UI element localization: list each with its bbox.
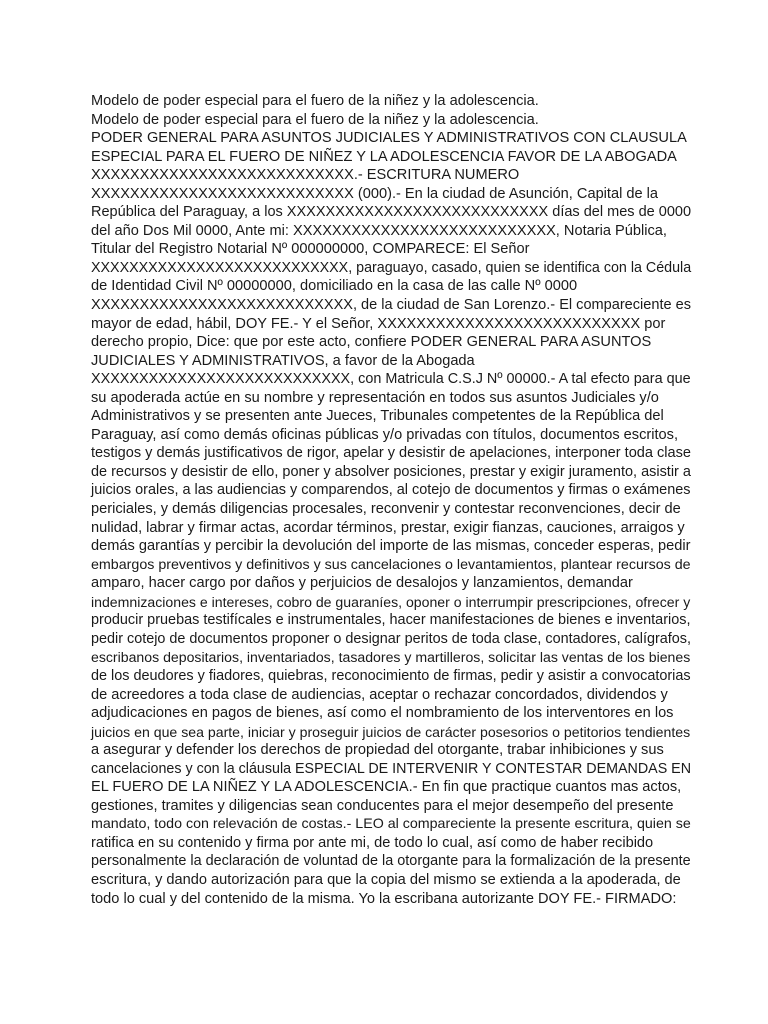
document-line: JUDICIALES Y ADMINISTRATIVOS, a favor de la Abogada (91, 352, 475, 369)
document-line: su apoderada actúe en su nombre y representación en todos sus asuntos Judiciales y/o (91, 389, 659, 406)
document-line: adjudicaciones en pagos de bienes, así como el nombramiento de los interventores en los (91, 705, 674, 722)
document-line: todo lo cual y del contenido de la misma. Yo la escribana autorizante DOY FE.- FIRMADO: (91, 890, 677, 907)
document-line: demás garantías y percibir la devolución del importe de las mismas, conceder esperas, pedir (91, 538, 691, 555)
document-line: personalmente la declaración de voluntad de la otorgante para la formalización de la presente (91, 853, 691, 870)
document-line: a asegurar y defender los derechos de propiedad del otorgante, trabar inhibiciones y sus (91, 742, 664, 759)
document-line: testigos y demás justificativos de rigor, apelar y desistir de apelaciones, interponer toda clase (91, 445, 691, 462)
document-line: EL FUERO DE LA NIÑEZ Y LA ADOLESCENCIA.- En fin que practique cuantos mas actos, (91, 779, 682, 796)
document-line: XXXXXXXXXXXXXXXXXXXXXXXXXXX (000).- En la ciudad de Asunción, Capital de la (91, 185, 659, 202)
document-line: Titular del Registro Notarial Nº 000000000, COMPARECE: El Señor (91, 241, 530, 258)
document-line: ESPECIAL PARA EL FUERO DE NIÑEZ Y LA ADOLESCENCIA FAVOR DE LA ABOGADA (91, 148, 677, 165)
document-page (91, 92, 691, 908)
document-line: de los deudores y fiadores, quiebras, reconocimiento de firmas, pedir y asistir a convocatorias (91, 667, 691, 684)
document-line: PODER GENERAL PARA ASUNTOS JUDICIALES Y ADMINISTRATIVOS CON CLAUSULA (91, 130, 687, 147)
document-line: mandato, todo con relevación de costas.- LEO al compareciente la presente escritura, quien se (91, 816, 691, 833)
document-line: cancelaciones y con la cláusula ESPECIAL DE INTERVENIR Y CONTESTAR DEMANDAS EN (91, 760, 692, 777)
document-line: Modelo de poder especial para el fuero de la niñez y la adolescencia. (91, 111, 539, 128)
document-line: Administrativos y se presenten ante Jueces, Tribunales competentes de la República del (91, 408, 664, 425)
document-line: XXXXXXXXXXXXXXXXXXXXXXXXXXX, de la ciudad de San Lorenzo.- El compareciente es (91, 297, 691, 314)
document-line: embargos preventivos y definitivos y sus cancelaciones o levantamientos, plantear recursos de (91, 556, 691, 573)
document-line: mayor de edad, hábil, DOY FE.- Y el Señor, XXXXXXXXXXXXXXXXXXXXXXXXXXX por (91, 315, 666, 332)
document-line: amparo, hacer cargo por daños y perjuicios de desalojos y lanzamientos, demandar (91, 575, 633, 592)
document-line: de acreedores a toda clase de audiencias, aceptar o rechazar concordados, dividendos y (91, 686, 668, 703)
document-line: de Identidad Civil Nº 00000000, domiciliado en la casa de las calle Nº 0000 (91, 278, 578, 295)
document-line: ratifica en su contenido y firma por ante mi, de todo lo cual, así como de haber recibido (91, 834, 654, 851)
document-line: XXXXXXXXXXXXXXXXXXXXXXXXXXX, paraguayo, casado, quien se identifica con la Cédula (91, 259, 692, 276)
document-line: juicios en que sea parte, iniciar y proseguir juicios de carácter posesorios o petitorios tendientes (91, 723, 691, 740)
document-line: XXXXXXXXXXXXXXXXXXXXXXXXXXX.- ESCRITURA NUMERO (91, 167, 520, 184)
document-line: de recursos y desistir de ello, poner y absolver posiciones, prestar y exigir juramento, asistir a (91, 463, 691, 480)
document-line: gestiones, tramites y diligencias sean conducentes para el mejor desempeño del presente (91, 797, 674, 814)
document-line: pedir cotejo de documentos proponer o designar peritos de toda clase, contadores, calígrafos, (91, 630, 691, 647)
document-line: derecho propio, Dice: que por este acto, confiere PODER GENERAL PARA ASUNTOS (91, 334, 652, 351)
document-line: escritura, y dando autorización para que la copia del mismo se extienda a la apoderada, de (91, 871, 681, 888)
document-line: República del Paraguay, a los XXXXXXXXXXXXXXXXXXXXXXXXXXX días del mes de 0000 (91, 204, 692, 221)
document-line: periciales, y demás diligencias procesales, reconvenir y contestar reconvenciones, decir de (91, 501, 681, 518)
document-line: producir pruebas testifícales e instrumentales, hacer manifestaciones de bienes e inventarios, (91, 612, 691, 629)
document-line: Paraguay, así como demás oficinas públicas y/o privadas con títulos, documentos escritos, (91, 426, 679, 443)
document-line: escribanos depositarios, inventariados, tasadores y martilleros, solicitar las ventas de los bienes (91, 649, 691, 666)
document-line: Modelo de poder especial para el fuero de la niñez y la adolescencia. (91, 93, 539, 109)
document-line: indemnizaciones e intereses, cobro de guaraníes, oponer o interrumpir prescripciones, ofrecer y (91, 593, 691, 610)
document-line: juicios orales, a las audiencias y comparendos, al cotejo de documentos y firmas o exámenes (91, 482, 691, 499)
document-body (91, 92, 691, 908)
document-line: XXXXXXXXXXXXXXXXXXXXXXXXXXX, con Matricula C.S.J Nº 00000.- A tal efecto para que (91, 371, 691, 388)
document-line: nulidad, labrar y firmar actas, acordar términos, prestar, exigir fianzas, cauciones, arraigos y (91, 519, 685, 536)
document-line: del año Dos Mil 0000, Ante mi: XXXXXXXXXXXXXXXXXXXXXXXXXXX, Notaria Pública, (91, 222, 667, 239)
